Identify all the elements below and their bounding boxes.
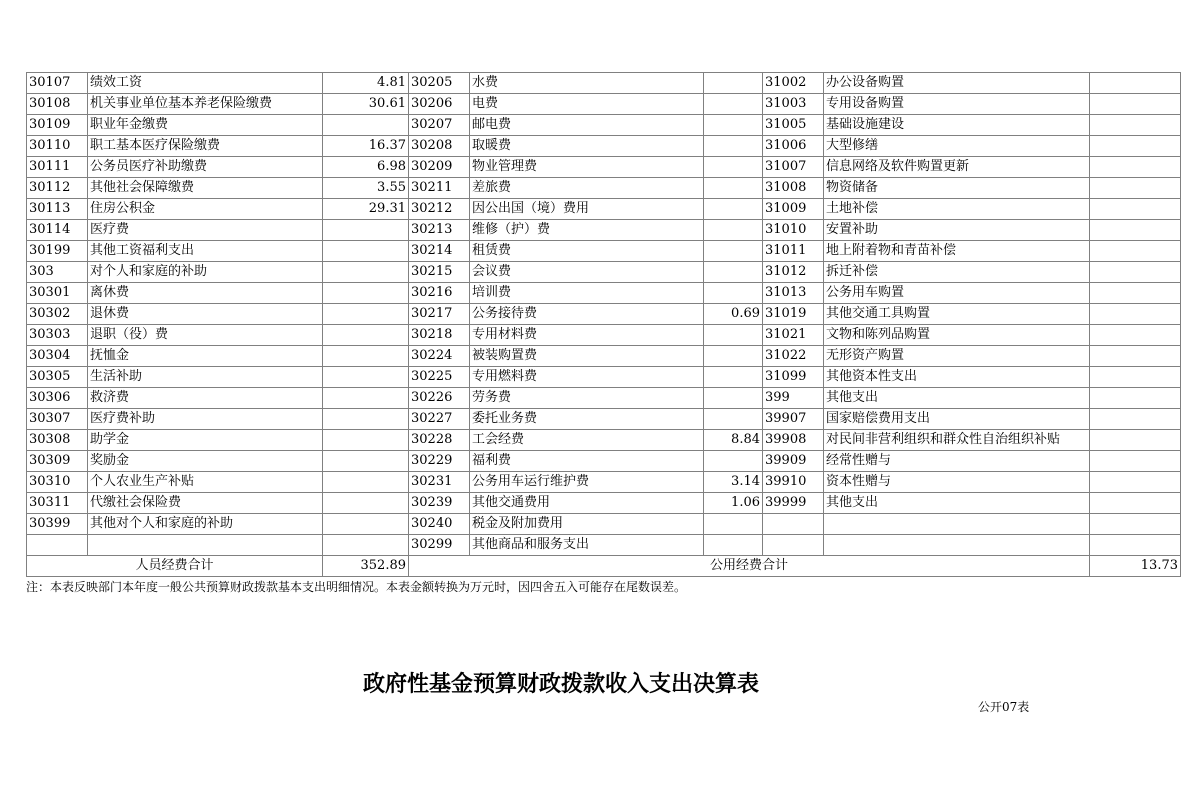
amount-cell [323, 493, 409, 514]
code-cell: 30226 [409, 388, 470, 409]
code-cell: 30213 [409, 220, 470, 241]
amount-cell [704, 409, 763, 430]
amount-cell [704, 325, 763, 346]
name-cell: 委托业务费 [470, 409, 704, 430]
name-cell: 退职（役）费 [88, 325, 323, 346]
amount-cell [1090, 283, 1181, 304]
code-cell: 31008 [763, 178, 824, 199]
amount-cell [1090, 199, 1181, 220]
code-cell: 30218 [409, 325, 470, 346]
code-cell [27, 535, 88, 556]
amount-cell [1090, 367, 1181, 388]
code-cell: 31022 [763, 346, 824, 367]
code-cell: 31019 [763, 304, 824, 325]
code-cell: 30302 [27, 304, 88, 325]
code-cell: 31012 [763, 262, 824, 283]
amount-cell [704, 514, 763, 535]
name-cell: 因公出国（境）费用 [470, 199, 704, 220]
name-cell: 医疗费补助 [88, 409, 323, 430]
name-cell: 机关事业单位基本养老保险缴费 [88, 94, 323, 115]
code-cell: 31010 [763, 220, 824, 241]
name-cell: 专用燃料费 [470, 367, 704, 388]
amount-cell [704, 346, 763, 367]
name-cell: 维修（护）费 [470, 220, 704, 241]
code-cell: 31009 [763, 199, 824, 220]
personnel-total-value: 352.89 [323, 556, 409, 577]
code-cell: 31013 [763, 283, 824, 304]
table-row [27, 220, 1181, 241]
name-cell: 会议费 [470, 262, 704, 283]
amount-cell [704, 94, 763, 115]
name-cell: 其他支出 [824, 388, 1090, 409]
next-table-title: 政府性基金预算财政拨款收入支出决算表 [362, 671, 759, 697]
code-cell: 30307 [27, 409, 88, 430]
name-cell: 住房公积金 [88, 199, 323, 220]
amount-cell [704, 262, 763, 283]
amount-cell [323, 220, 409, 241]
amount-cell [1090, 178, 1181, 199]
table-row [27, 304, 1181, 325]
table-row [27, 115, 1181, 136]
name-cell [88, 535, 323, 556]
code-cell: 30216 [409, 283, 470, 304]
code-cell: 31006 [763, 136, 824, 157]
table-row [27, 451, 1181, 472]
code-cell: 30214 [409, 241, 470, 262]
name-cell [824, 535, 1090, 556]
code-cell: 30111 [27, 157, 88, 178]
amount-cell [323, 367, 409, 388]
table-row [27, 535, 1181, 556]
code-cell: 31005 [763, 115, 824, 136]
name-cell: 对个人和家庭的补助 [88, 262, 323, 283]
amount-cell [323, 346, 409, 367]
code-cell: 39908 [763, 430, 824, 451]
code-cell: 30224 [409, 346, 470, 367]
code-cell: 30113 [27, 199, 88, 220]
form-number: 公开07表 [978, 700, 1030, 714]
code-cell: 30227 [409, 409, 470, 430]
code-cell: 30303 [27, 325, 88, 346]
name-cell: 职业年金缴费 [88, 115, 323, 136]
code-cell [763, 535, 824, 556]
table-row [27, 493, 1181, 514]
name-cell: 其他商品和服务支出 [470, 535, 704, 556]
amount-cell [323, 115, 409, 136]
amount-cell [1090, 304, 1181, 325]
name-cell: 生活补助 [88, 367, 323, 388]
name-cell: 无形资产购置 [824, 346, 1090, 367]
code-cell: 31007 [763, 157, 824, 178]
code-cell: 30206 [409, 94, 470, 115]
amount-cell [1090, 493, 1181, 514]
table-row [27, 241, 1181, 262]
name-cell: 物业管理费 [470, 157, 704, 178]
amount-cell [323, 430, 409, 451]
amount-cell [1090, 409, 1181, 430]
code-cell: 31021 [763, 325, 824, 346]
amount-cell [704, 73, 763, 94]
name-cell: 其他支出 [824, 493, 1090, 514]
name-cell: 取暖费 [470, 136, 704, 157]
name-cell: 资本性赠与 [824, 472, 1090, 493]
amount-cell [1090, 346, 1181, 367]
name-cell: 其他工资福利支出 [88, 241, 323, 262]
amount-cell: 3.55 [323, 178, 409, 199]
amount-cell [1090, 220, 1181, 241]
table-row [27, 514, 1181, 535]
public-total-label: 公用经费合计 [409, 556, 1090, 577]
amount-cell [1090, 451, 1181, 472]
name-cell: 培训费 [470, 283, 704, 304]
amount-cell [1090, 514, 1181, 535]
code-cell: 399 [763, 388, 824, 409]
code-cell: 30305 [27, 367, 88, 388]
amount-cell: 4.81 [323, 73, 409, 94]
amount-cell [704, 451, 763, 472]
code-cell: 30212 [409, 199, 470, 220]
amount-cell [1090, 325, 1181, 346]
name-cell: 对民间非营利组织和群众性自治组织补贴 [824, 430, 1090, 451]
table-row [27, 94, 1181, 115]
code-cell: 30208 [409, 136, 470, 157]
name-cell: 电费 [470, 94, 704, 115]
code-cell: 30215 [409, 262, 470, 283]
table-row [27, 472, 1181, 493]
name-cell [824, 514, 1090, 535]
amount-cell [1090, 73, 1181, 94]
name-cell: 抚恤金 [88, 346, 323, 367]
amount-cell [1090, 241, 1181, 262]
code-cell: 30301 [27, 283, 88, 304]
name-cell: 大型修缮 [824, 136, 1090, 157]
amount-cell [323, 409, 409, 430]
name-cell: 公务员医疗补助缴费 [88, 157, 323, 178]
name-cell: 公务用车购置 [824, 283, 1090, 304]
code-cell: 30205 [409, 73, 470, 94]
name-cell: 退休费 [88, 304, 323, 325]
name-cell: 其他交通工具购置 [824, 304, 1090, 325]
amount-cell [704, 367, 763, 388]
amount-cell [704, 535, 763, 556]
code-cell: 30231 [409, 472, 470, 493]
amount-cell [323, 241, 409, 262]
amount-cell: 0.69 [704, 304, 763, 325]
table-row [27, 346, 1181, 367]
name-cell: 公务用车运行维护费 [470, 472, 704, 493]
amount-cell: 3.14 [704, 472, 763, 493]
table-row [27, 157, 1181, 178]
amount-cell [1090, 115, 1181, 136]
amount-cell [323, 472, 409, 493]
name-cell: 个人农业生产补贴 [88, 472, 323, 493]
name-cell: 安置补助 [824, 220, 1090, 241]
name-cell: 信息网络及软件购置更新 [824, 157, 1090, 178]
code-cell: 30114 [27, 220, 88, 241]
code-cell: 30211 [409, 178, 470, 199]
amount-cell: 29.31 [323, 199, 409, 220]
name-cell: 土地补偿 [824, 199, 1090, 220]
code-cell: 31099 [763, 367, 824, 388]
code-cell: 30112 [27, 178, 88, 199]
name-cell: 税金及附加费用 [470, 514, 704, 535]
code-cell: 30240 [409, 514, 470, 535]
name-cell: 基础设施建设 [824, 115, 1090, 136]
code-cell: 30207 [409, 115, 470, 136]
code-cell: 30108 [27, 94, 88, 115]
amount-cell [704, 115, 763, 136]
name-cell: 职工基本医疗保险缴费 [88, 136, 323, 157]
amount-cell: 1.06 [704, 493, 763, 514]
amount-cell [704, 199, 763, 220]
table-row [27, 136, 1181, 157]
table-row [27, 367, 1181, 388]
name-cell: 水费 [470, 73, 704, 94]
code-cell: 31002 [763, 73, 824, 94]
code-cell: 30229 [409, 451, 470, 472]
amount-cell [323, 304, 409, 325]
table-row [27, 283, 1181, 304]
code-cell: 39909 [763, 451, 824, 472]
name-cell: 经常性赠与 [824, 451, 1090, 472]
name-cell: 代缴社会保险费 [88, 493, 323, 514]
code-cell: 30239 [409, 493, 470, 514]
amount-cell [323, 535, 409, 556]
name-cell: 物资储备 [824, 178, 1090, 199]
table-body [27, 73, 1181, 556]
personnel-total-label: 人员经费合计 [27, 556, 323, 577]
amount-cell [704, 283, 763, 304]
amount-cell [1090, 388, 1181, 409]
name-cell: 工会经费 [470, 430, 704, 451]
code-cell: 39999 [763, 493, 824, 514]
name-cell: 其他对个人和家庭的补助 [88, 514, 323, 535]
name-cell: 国家赔偿费用支出 [824, 409, 1090, 430]
name-cell: 医疗费 [88, 220, 323, 241]
amount-cell [323, 325, 409, 346]
amount-cell [323, 283, 409, 304]
amount-cell: 30.61 [323, 94, 409, 115]
expenditure-detail-table [26, 72, 1181, 577]
code-cell: 30306 [27, 388, 88, 409]
name-cell: 邮电费 [470, 115, 704, 136]
code-cell: 30310 [27, 472, 88, 493]
name-cell: 救济费 [88, 388, 323, 409]
code-cell: 30225 [409, 367, 470, 388]
name-cell: 其他资本性支出 [824, 367, 1090, 388]
table-row [27, 178, 1181, 199]
table-row [27, 262, 1181, 283]
amount-cell [704, 178, 763, 199]
amount-cell [1090, 472, 1181, 493]
code-cell: 31003 [763, 94, 824, 115]
table-row [27, 199, 1181, 220]
code-cell: 30308 [27, 430, 88, 451]
amount-cell [1090, 430, 1181, 451]
code-cell: 30199 [27, 241, 88, 262]
name-cell: 其他交通费用 [470, 493, 704, 514]
table-row [27, 325, 1181, 346]
table-row [27, 430, 1181, 451]
amount-cell [704, 220, 763, 241]
code-cell: 30217 [409, 304, 470, 325]
code-cell: 30209 [409, 157, 470, 178]
amount-cell [704, 241, 763, 262]
name-cell: 文物和陈列品购置 [824, 325, 1090, 346]
amount-cell: 6.98 [323, 157, 409, 178]
amount-cell [1090, 136, 1181, 157]
amount-cell [323, 388, 409, 409]
amount-cell [323, 514, 409, 535]
table-footnote: 注：本表反映部门本年度一般公共预算财政拨款基本支出明细情况。本表金额转换为万元时，因四舍五入可能存在尾数误差。 [26, 580, 687, 594]
amount-cell [704, 388, 763, 409]
table-row [27, 73, 1181, 94]
code-cell: 30311 [27, 493, 88, 514]
code-cell: 30110 [27, 136, 88, 157]
code-cell: 30299 [409, 535, 470, 556]
name-cell: 绩效工资 [88, 73, 323, 94]
code-cell: 30304 [27, 346, 88, 367]
name-cell: 其他社会保障缴费 [88, 178, 323, 199]
name-cell: 助学金 [88, 430, 323, 451]
code-cell: 303 [27, 262, 88, 283]
public-total-value: 13.73 [1090, 556, 1181, 577]
code-cell [763, 514, 824, 535]
amount-cell [1090, 262, 1181, 283]
name-cell: 奖励金 [88, 451, 323, 472]
amount-cell [1090, 157, 1181, 178]
code-cell: 30107 [27, 73, 88, 94]
name-cell: 专用设备购置 [824, 94, 1090, 115]
code-cell: 30109 [27, 115, 88, 136]
amount-cell [704, 157, 763, 178]
name-cell: 专用材料费 [470, 325, 704, 346]
name-cell: 拆迁补偿 [824, 262, 1090, 283]
amount-cell [1090, 535, 1181, 556]
table-row [27, 388, 1181, 409]
code-cell: 39907 [763, 409, 824, 430]
amount-cell [323, 262, 409, 283]
table-row [27, 409, 1181, 430]
code-cell: 30309 [27, 451, 88, 472]
name-cell: 劳务费 [470, 388, 704, 409]
name-cell: 离休费 [88, 283, 323, 304]
code-cell: 30228 [409, 430, 470, 451]
name-cell: 差旅费 [470, 178, 704, 199]
name-cell: 租赁费 [470, 241, 704, 262]
name-cell: 公务接待费 [470, 304, 704, 325]
code-cell: 31011 [763, 241, 824, 262]
name-cell: 福利费 [470, 451, 704, 472]
amount-cell [1090, 94, 1181, 115]
name-cell: 被装购置费 [470, 346, 704, 367]
name-cell: 办公设备购置 [824, 73, 1090, 94]
totals-row [27, 556, 1181, 577]
code-cell: 39910 [763, 472, 824, 493]
amount-cell [323, 451, 409, 472]
code-cell: 30399 [27, 514, 88, 535]
amount-cell [704, 136, 763, 157]
name-cell: 地上附着物和青苗补偿 [824, 241, 1090, 262]
amount-cell: 8.84 [704, 430, 763, 451]
amount-cell: 16.37 [323, 136, 409, 157]
